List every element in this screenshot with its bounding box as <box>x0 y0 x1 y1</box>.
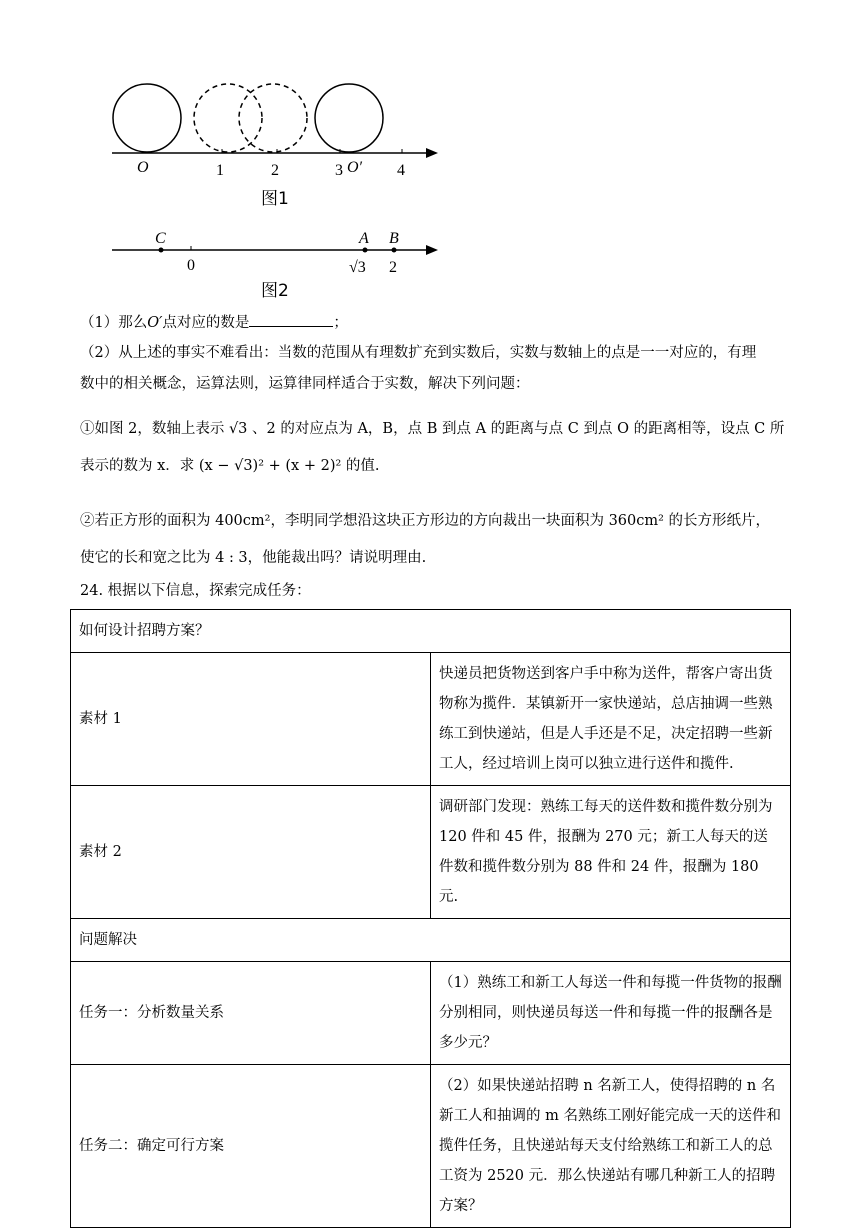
point-B <box>392 248 397 253</box>
label-3: 3 <box>335 162 343 179</box>
label-O: O <box>137 159 149 176</box>
label-2: 2 <box>271 162 279 179</box>
material-1-text: 快递员把货物送到客户手中称为送件，帮客户寄出货物称为揽件．某镇新开一家快递站，总店抽调一些熟练工到快递站，但是人手还是不足，决定招聘一些新工人，经过培训上岗可以独立进行送件和揽件. <box>431 653 791 786</box>
q2-1-line-1: ①如图 2，数轴上表示 √3 、2 的对应点为 A，B，点 B 到点 A 的距离与点 C 到点 O 的距离相等，设点 C 所 <box>80 421 785 437</box>
material-1-label: 素材 1 <box>71 653 431 786</box>
label-sqrt3: √3 <box>349 259 366 276</box>
q2-line-2: 数中的相关概念，运算法则，运算律同样适合于实数，解决下列问题： <box>80 376 530 392</box>
q1-var: O′ <box>147 315 163 331</box>
material-2-text: 调研部门发现：熟练工每天的送件数和揽件数分别为 120 件和 45 件，报酬为 270 元；新工人每天的送件数和揽件数分别为 88 件和 24 件，报酬为 180 元. <box>431 786 791 919</box>
label-2: 2 <box>389 259 397 276</box>
question-2 <box>80 338 792 400</box>
question-1 <box>80 308 792 339</box>
table-row <box>71 962 791 1065</box>
figure-2 <box>112 230 438 301</box>
circle-start <box>113 84 181 152</box>
section-title: 问题解决 <box>71 919 791 962</box>
circle-dashed-2 <box>239 84 307 152</box>
q2-2-line-1: ②若正方形的面积为 400cm²，李明同学想沿这块正方形边的方向裁出一块面积为 360cm² 的长方形纸片， <box>80 513 771 529</box>
task-table <box>70 609 791 1228</box>
question-2-2 <box>80 506 792 574</box>
q1-prefix: （1）那么 <box>80 315 148 331</box>
point-A <box>363 248 368 253</box>
table-row <box>71 653 791 786</box>
q2-1-line-2: 表示的数为 x．求 (x − √3)² + (x + 2)² 的值. <box>80 458 380 474</box>
table-header: 如何设计招聘方案？ <box>71 610 791 653</box>
q1-end: ； <box>333 315 348 331</box>
task-2-text: （2）如果快递站招聘 n 名新工人，使得招聘的 n 名新工人和抽调的 m 名熟练工刚好能完成一天的送件和揽件任务，且快递站每天支付给熟练工和新工人的总工资为 2520 元．那么快递站有哪几种新工人的招聘方案？ <box>431 1065 791 1228</box>
task-2-label: 任务二：确定可行方案 <box>71 1065 431 1228</box>
answer-blank[interactable] <box>249 312 333 327</box>
task-1-label: 任务一：分析数量关系 <box>71 962 431 1065</box>
task-1-text: （1）熟练工和新工人每送一件和每揽一件货物的报酬分别相同，则快递员每送一件和每揽一件的报酬各是多少元？ <box>431 962 791 1065</box>
question-24-title: 24. 根据以下信息，探索完成任务： <box>80 583 311 599</box>
label-C: C <box>155 230 166 247</box>
q2-line-1: （2）从上述的事实不难看出：当数的范围从有理数扩充到实数后，实数与数轴上的点是一一对应的，有理 <box>80 345 757 361</box>
label-4: 4 <box>397 162 405 179</box>
arrow-icon <box>426 245 438 255</box>
question-2-1 <box>80 414 792 482</box>
table-row <box>71 919 791 962</box>
label-0: 0 <box>187 257 195 274</box>
table-row <box>71 786 791 919</box>
table-row <box>71 1065 791 1228</box>
figure-1-caption: 图1 <box>261 189 289 209</box>
label-1: 1 <box>216 162 224 179</box>
arrow-icon <box>426 148 438 158</box>
label-A: A <box>359 230 369 247</box>
figure-1 <box>112 84 438 209</box>
table-row <box>71 610 791 653</box>
figure-2-caption: 图2 <box>261 281 289 301</box>
label-O-prime: O′ <box>347 159 363 176</box>
q1-suffix: 点对应的数是 <box>162 315 250 331</box>
material-2-label: 素材 2 <box>71 786 431 919</box>
point-C <box>159 248 164 253</box>
circle-dashed-1 <box>194 84 262 152</box>
q2-2-line-2: 使它的长和宽之比为 4 : 3，他能裁出吗？请说明理由. <box>80 550 427 566</box>
circle-end <box>315 84 383 152</box>
label-B: B <box>389 230 399 247</box>
figures <box>0 0 860 310</box>
